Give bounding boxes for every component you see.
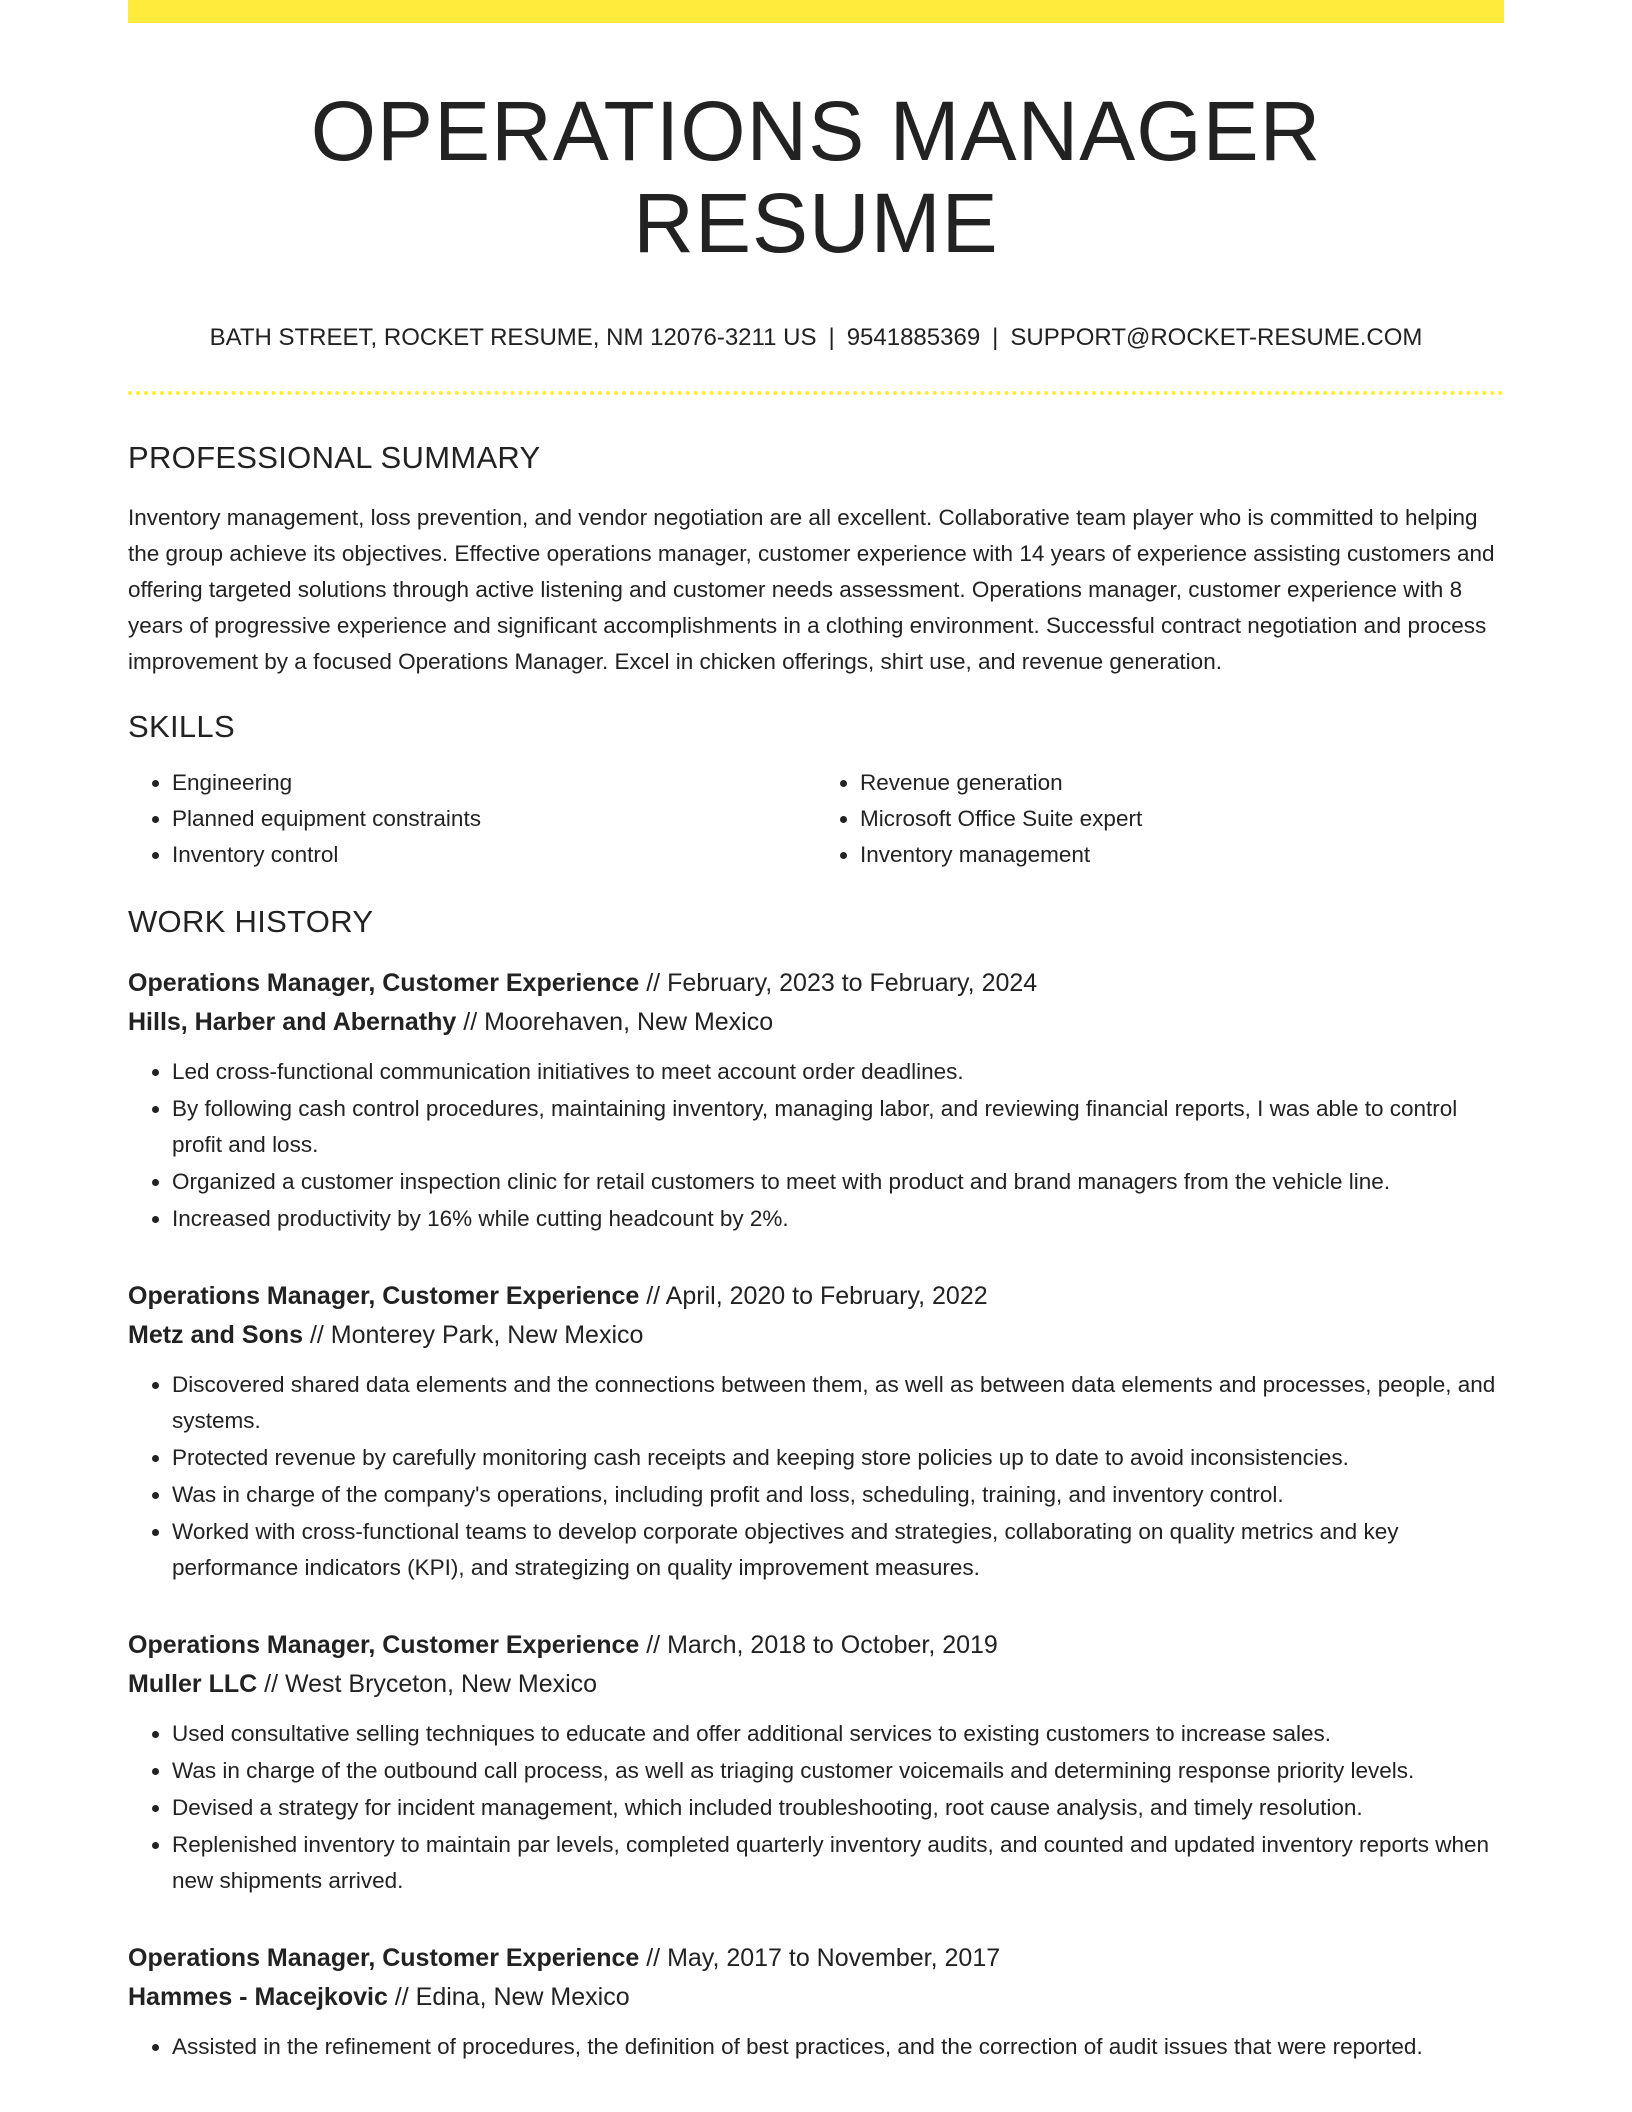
dotted-divider (128, 391, 1504, 395)
job-company-line (128, 1003, 1504, 1042)
job-dates: // May, 2017 to November, 2017 (639, 1944, 1001, 1973)
skill-item: • Microsoft Office Suite expert (860, 801, 1504, 837)
skills-column-left (128, 765, 816, 873)
job-company: Muller LLC (128, 1670, 258, 1699)
job-bullets (128, 1367, 1504, 1586)
skills-heading: SKILLS (128, 708, 235, 744)
job-title: Operations Manager, Customer Experience (128, 1631, 640, 1660)
job-entry (128, 1277, 1504, 1586)
job-bullet: • Led cross-functional communication initiatives to meet account order deadlines. (172, 1054, 1504, 1090)
job-title-line (128, 964, 1504, 1003)
contact-address: BATH STREET, ROCKET RESUME, NM 12076-3211 US (209, 323, 817, 351)
job-company: Hammes - Macejkovic (128, 1983, 388, 2012)
job-bullet: • Used consultative selling techniques to educate and offer additional services to existing customers to increase sales. (172, 1716, 1504, 1752)
job-entry (128, 1626, 1504, 1899)
job-entry (128, 964, 1504, 1237)
job-bullets (128, 1716, 1504, 1899)
skills-column-right (816, 765, 1504, 873)
skills-list (128, 765, 1504, 873)
job-company-line (128, 1978, 1504, 2017)
job-title-line (128, 1277, 1504, 1316)
job-location: // West Bryceton, New Mexico (257, 1670, 598, 1699)
work-history-heading: WORK HISTORY (128, 903, 374, 939)
skill-item: • Engineering (172, 765, 816, 801)
job-bullet: • Worked with cross-functional teams to develop corporate objectives and strategies, collaborating on quality metrics and key performance indicators (KPI), and strategizing on quality improvement measures. (172, 1514, 1504, 1586)
job-bullet: • Was in charge of the company's operations, including profit and loss, scheduling, training, and inventory control. (172, 1477, 1504, 1513)
skill-item: • Revenue generation (860, 765, 1504, 801)
job-title: Operations Manager, Customer Experience (128, 1944, 640, 1973)
job-bullet: • Increased productivity by 16% while cutting headcount by 2%. (172, 1201, 1504, 1237)
job-bullets (128, 2029, 1504, 2065)
resume-page (128, 0, 1504, 2066)
job-bullet: • Was in charge of the outbound call process, as well as triaging customer voicemails and determining response priority levels. (172, 1753, 1504, 1789)
job-title-line (128, 1939, 1504, 1978)
job-bullet: • Organized a customer inspection clinic for retail customers to meet with product and brand managers from the vehicle line. (172, 1164, 1504, 1200)
job-dates: // April, 2020 to February, 2022 (639, 1282, 988, 1311)
job-company-line (128, 1665, 1504, 1704)
job-dates: // March, 2018 to October, 2019 (639, 1631, 998, 1660)
skill-item: • Planned equipment constraints (172, 801, 816, 837)
job-bullet: • By following cash control procedures, maintaining inventory, managing labor, and reviewing financial reports, I was able to control profit and loss. (172, 1091, 1504, 1163)
job-company: Hills, Harber and Abernathy (128, 1008, 457, 1037)
job-bullet: • Replenished inventory to maintain par levels, completed quarterly inventory audits, and counted and updated inventory reports when new shipments arrived. (172, 1827, 1504, 1899)
job-company-line (128, 1316, 1504, 1355)
skill-item: • Inventory control (172, 837, 816, 873)
job-company: Metz and Sons (128, 1321, 304, 1350)
summary-text: Inventory management, loss prevention, and vendor negotiation are all excellent. Collaborative team player who is committed to helping the group achieve its objectives. Effective operations manager, customer experience with 14 years of experience assisting customers and offering targeted solutions through active listening and customer needs assessment. Operations manager, customer experience with 8 years of progressive experience and significant accomplishments in a clothing environment. Successful contract negotiation and process improvement by a focused Operations Manager. Excel in chicken offerings, shirt use, and revenue generation. (128, 504, 1495, 674)
job-bullet: • Discovered shared data elements and the connections between them, as well as between data elements and processes, people, and systems. (172, 1367, 1504, 1439)
contact-separator: | (828, 323, 835, 351)
summary-heading: PROFESSIONAL SUMMARY (128, 439, 541, 475)
accent-top-bar (128, 0, 1504, 23)
job-title: Operations Manager, Customer Experience (128, 1282, 640, 1311)
job-bullet: • Protected revenue by carefully monitoring cash receipts and keeping store policies up to date to avoid inconsistencies. (172, 1440, 1504, 1476)
job-title-line (128, 1626, 1504, 1665)
contact-phone[interactable]: 9541885369 (846, 323, 981, 351)
job-bullet: • Assisted in the refinement of procedures, the definition of best practices, and the correction of audit issues that were reported. (172, 2029, 1504, 2065)
resume-title: OPERATIONS MANAGER RESUME (310, 84, 1322, 271)
job-bullet: • Devised a strategy for incident management, which included troubleshooting, root cause analysis, and timely resolution. (172, 1790, 1504, 1826)
skill-item: • Inventory management (860, 837, 1504, 873)
job-title: Operations Manager, Customer Experience (128, 969, 640, 998)
job-bullets (128, 1054, 1504, 1237)
contact-email[interactable]: SUPPORT@ROCKET-RESUME.COM (1010, 323, 1423, 351)
job-location: // Moorehaven, New Mexico (456, 1008, 774, 1037)
job-entry (128, 1939, 1504, 2065)
job-dates: // February, 2023 to February, 2024 (639, 969, 1038, 998)
contact-line (128, 324, 1504, 353)
contact-separator: | (992, 323, 999, 351)
job-location: // Edina, New Mexico (387, 1983, 630, 2012)
job-location: // Monterey Park, New Mexico (303, 1321, 644, 1350)
